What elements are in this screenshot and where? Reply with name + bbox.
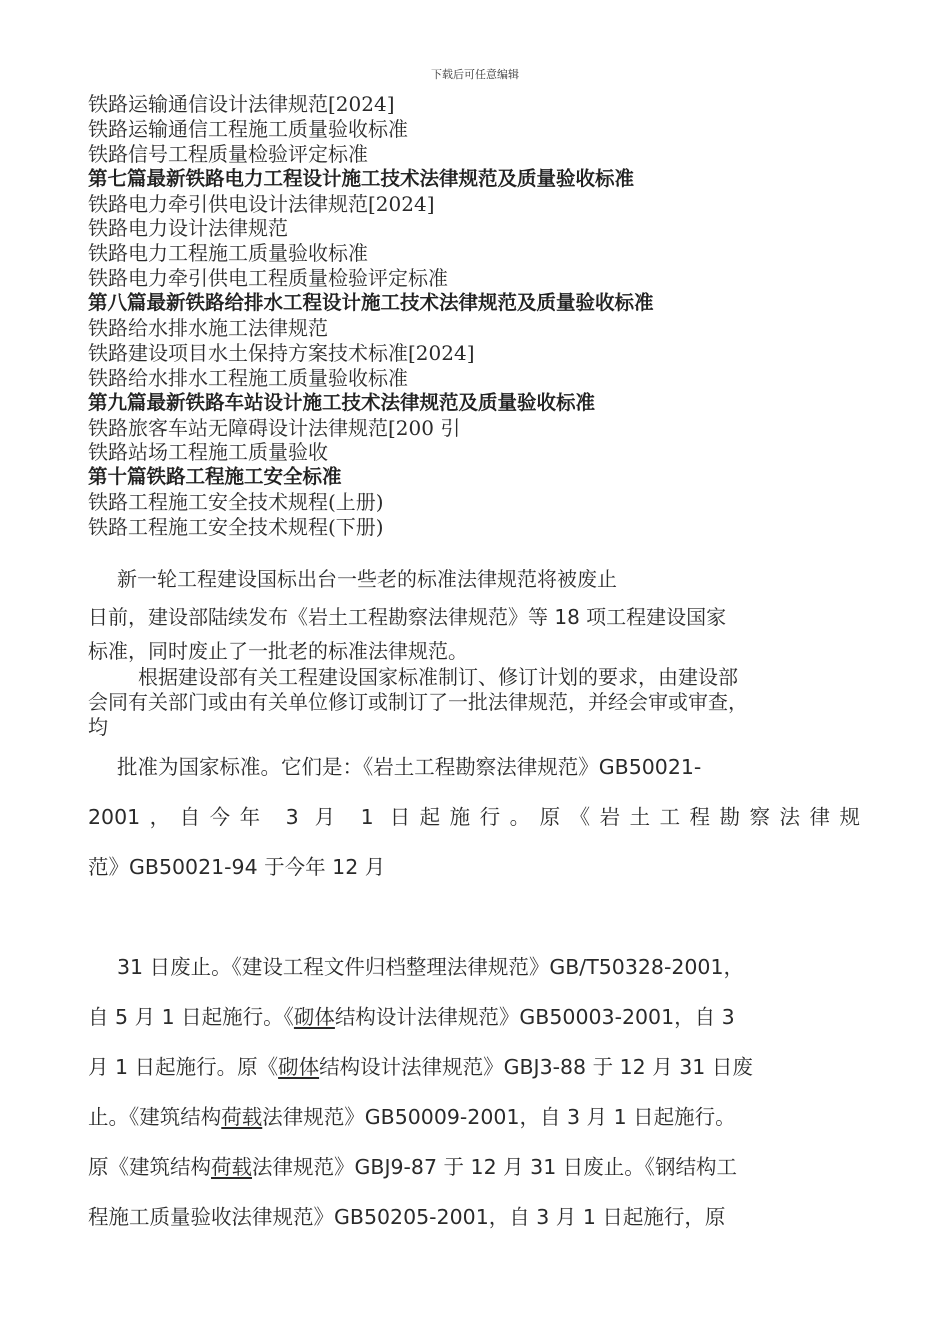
toc-section-heading: 第十篇铁路工程施工安全标准 xyxy=(88,465,342,489)
line-text: 法律规范》GBJ9-87 于 12 月 31 日废止。《钢结构工 xyxy=(252,1155,738,1179)
line-text: 止。《建筑结构 xyxy=(88,1105,222,1129)
paragraph-line xyxy=(117,750,860,780)
toc-line: 铁路电力牵引供电工程质量检验评定标准 xyxy=(88,266,448,291)
line-text: 范》GB50021-94 于今年 12 月 xyxy=(88,855,386,879)
page-header: 下载后可任意编辑 xyxy=(431,68,519,81)
line-text: 批准为国家标准。它们是：《岩土工程勘察法律规范》GB50021- xyxy=(117,755,702,779)
paragraph-line xyxy=(88,1150,860,1180)
paragraph-line xyxy=(88,1000,860,1030)
paragraph-line xyxy=(88,1050,860,1080)
line-text: 法律规范》GB50009-2001，自 3 月 1 日起施行。 xyxy=(262,1105,736,1129)
toc-line: 铁路工程施工安全技术规程(下册) xyxy=(88,515,384,540)
line-text: 月 1 日起施行。原《 xyxy=(88,1055,279,1079)
paragraph-line: 根据建设部有关工程建设国家标准制订、修订计划的要求，由建设部 xyxy=(138,665,738,689)
line-text: 2001，自今年 3 月 1 日起施行。原《岩土工程勘察法律规 xyxy=(88,805,860,829)
toc-section-heading: 第七篇最新铁路电力工程设计施工技术法律规范及质量验收标准 xyxy=(88,166,635,190)
toc-line: 铁路工程施工安全技术规程(上册) xyxy=(88,490,384,515)
toc-line: 铁路电力工程施工质量验收标准 xyxy=(88,241,368,266)
paragraph-line: 会同有关部门或由有关单位修订或制订了一批法律规范，并经会审或审查， xyxy=(88,690,748,714)
paragraph-line xyxy=(88,1100,860,1130)
underlined-term: 荷载 xyxy=(211,1155,252,1179)
line-text: 自 5 月 1 日起施行。《 xyxy=(88,1005,294,1029)
toc-line: 铁路电力设计法律规范 xyxy=(88,216,288,241)
line-text: 结构设计法律规范》GBJ3-88 于 12 月 31 日废 xyxy=(319,1055,753,1079)
toc-line: 铁路给水排水施工法律规范 xyxy=(88,316,328,341)
toc-line: 铁路运输通信工程施工质量验收标准 xyxy=(88,116,408,141)
toc-line: 铁路站场工程施工质量验收 xyxy=(88,440,328,465)
toc-line: 铁路建设项目水土保持方案技术标准[2024] xyxy=(88,340,475,365)
underlined-term: 荷载 xyxy=(221,1105,263,1129)
paragraph-line xyxy=(88,850,860,880)
table-of-contents xyxy=(88,92,888,540)
paragraph-line: 日前，建设部陆续发布《岩土工程勘察法律规范》等 18 项工程建设国家 xyxy=(88,605,727,629)
line-text: 程施工质量验收法律规范》GB50205-2001，自 3 月 1 日起施行，原 xyxy=(88,1205,726,1229)
toc-section-heading: 第八篇最新铁路给排水工程设计施工技术法律规范及质量验收标准 xyxy=(88,291,654,315)
toc-line: 铁路给水排水工程施工质量验收标准 xyxy=(88,365,408,390)
toc-line: 铁路旅客车站无障碍设计法律规范[200 引 xyxy=(88,415,461,440)
line-text: 原《建筑结构 xyxy=(88,1155,211,1179)
paragraph-line xyxy=(117,950,860,980)
underlined-term: 砌体 xyxy=(278,1055,320,1079)
toc-line: 铁路电力牵引供电设计法律规范[2024] xyxy=(88,191,435,216)
toc-line: 铁路信号工程质量检验评定标准 xyxy=(88,141,368,166)
article-headline: 新一轮工程建设国标出台一些老的标准法律规范将被废止 xyxy=(117,567,617,591)
toc-line: 铁路运输通信设计法律规范[2024] xyxy=(88,92,395,116)
line-text: 31 日废止。《建设工程文件归档整理法律规范》GB/T50328-2001， xyxy=(117,955,745,979)
paragraph-line xyxy=(88,800,860,830)
line-text: 结构设计法律规范》GB50003-2001，自 3 xyxy=(334,1005,735,1029)
toc-section-heading: 第九篇最新铁路车站设计施工技术法律规范及质量验收标准 xyxy=(88,390,596,414)
underlined-term: 砌体 xyxy=(293,1005,335,1029)
paragraph-line xyxy=(88,1200,860,1230)
paragraph-line: 均 xyxy=(88,715,108,739)
paragraph-line: 标准，同时废止了一批老的标准法律规范。 xyxy=(88,639,468,663)
